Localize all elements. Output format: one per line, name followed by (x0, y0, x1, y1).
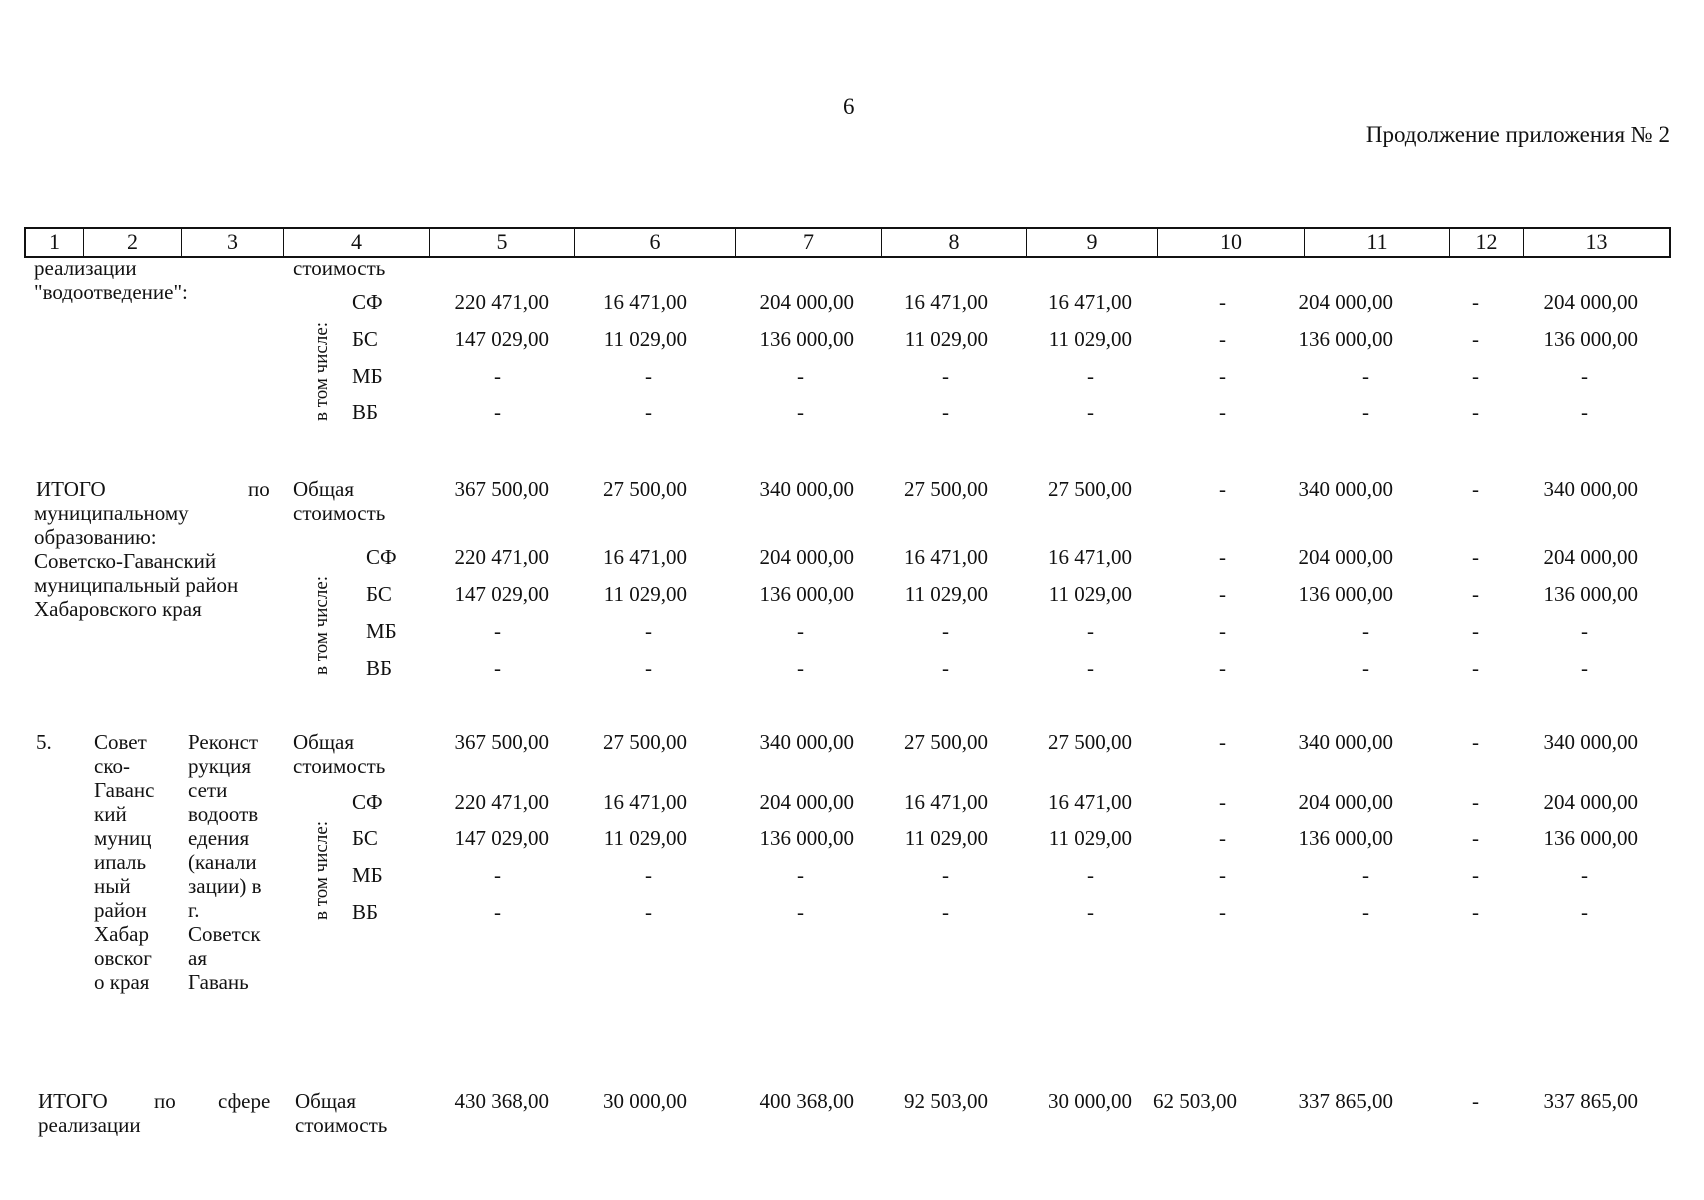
value-cell: - (942, 863, 949, 887)
header-col-1: 1 (26, 229, 84, 256)
header-col-4: 4 (284, 229, 430, 256)
value-cell: - (1472, 790, 1479, 814)
section2-text-line: муниципальный район (34, 573, 239, 597)
section3-number: 5. (36, 730, 52, 754)
wrapped-text-line: Хабар (94, 922, 149, 946)
header-col-9: 9 (1027, 229, 1158, 256)
value-cell: - (1219, 826, 1226, 850)
value-cell: 147 029,00 (454, 826, 549, 850)
value-cell: 11 029,00 (603, 582, 687, 606)
total-value-cell: 27 500,00 (904, 730, 988, 754)
in-that-number-vertical-label: в том числе: (311, 321, 332, 421)
value-cell: - (1581, 400, 1588, 424)
value-cell: - (942, 656, 949, 680)
wrapped-text-line: о края (94, 970, 150, 994)
header-col-11: 11 (1305, 229, 1450, 256)
value-cell: 16 471,00 (603, 290, 687, 314)
total-value-cell: 30 000,00 (1048, 1089, 1132, 1113)
section4-col4-label: стоимость (295, 1113, 388, 1137)
value-cell: 11 029,00 (1048, 826, 1132, 850)
value-cell: - (645, 863, 652, 887)
value-cell: 16 471,00 (904, 545, 988, 569)
value-cell: - (797, 364, 804, 388)
section4-text: реализации (38, 1113, 141, 1137)
section2-title-suffix: по (248, 477, 270, 501)
value-cell: - (797, 619, 804, 643)
funding-source-label: ВБ (352, 400, 379, 424)
value-cell: 204 000,00 (1298, 545, 1393, 569)
value-cell: 136 000,00 (1298, 826, 1393, 850)
total-value-cell: 27 500,00 (1048, 477, 1132, 501)
value-cell: - (1087, 900, 1094, 924)
total-value-cell: 27 500,00 (1048, 730, 1132, 754)
value-cell: - (1219, 290, 1226, 314)
value-cell: 11 029,00 (904, 327, 988, 351)
in-that-number-vertical-label: в том числе: (311, 575, 332, 675)
value-cell: 136 000,00 (1543, 826, 1638, 850)
section4-title: ИТОГО (38, 1089, 108, 1113)
value-cell: - (494, 656, 501, 680)
total-value-cell: 92 503,00 (904, 1089, 988, 1113)
value-cell: 147 029,00 (454, 327, 549, 351)
value-cell: - (1581, 619, 1588, 643)
section4-col4-label: Общая (295, 1089, 357, 1113)
value-cell: - (942, 400, 949, 424)
total-value-cell: 340 000,00 (1543, 477, 1638, 501)
value-cell: - (1219, 327, 1226, 351)
value-cell: - (797, 900, 804, 924)
value-cell: - (1472, 656, 1479, 680)
value-cell: - (1219, 582, 1226, 606)
total-value-cell: - (1219, 730, 1226, 754)
wrapped-text-line: Гаванс (94, 778, 155, 802)
value-cell: 16 471,00 (603, 545, 687, 569)
section3-col4-label: стоимость (293, 754, 386, 778)
funding-source-label: БС (352, 826, 378, 850)
section2-col4-label: стоимость (293, 501, 386, 525)
value-cell: - (1219, 656, 1226, 680)
value-cell: - (1472, 327, 1479, 351)
header-col-7: 7 (736, 229, 882, 256)
value-cell: - (1219, 900, 1226, 924)
header-col-2: 2 (84, 229, 182, 256)
value-cell: - (1472, 619, 1479, 643)
total-value-cell: 27 500,00 (904, 477, 988, 501)
value-cell: 136 000,00 (759, 826, 854, 850)
total-value-cell: - (1472, 730, 1479, 754)
funding-source-label: МБ (352, 364, 383, 388)
total-value-cell: 27 500,00 (603, 730, 687, 754)
wrapped-text-line: едения (188, 826, 250, 850)
header-col-10: 10 (1158, 229, 1305, 256)
value-cell: - (1219, 400, 1226, 424)
value-cell: 11 029,00 (1048, 582, 1132, 606)
section1-text-line: реализации (34, 256, 137, 280)
value-cell: 204 000,00 (1543, 290, 1638, 314)
value-cell: 11 029,00 (603, 327, 687, 351)
wrapped-text-line: сети (188, 778, 228, 802)
value-cell: - (1472, 545, 1479, 569)
value-cell: 11 029,00 (1048, 327, 1132, 351)
value-cell: - (1219, 863, 1226, 887)
wrapped-text-line: зации) в (188, 874, 262, 898)
value-cell: - (1581, 900, 1588, 924)
total-value-cell: 430 368,00 (454, 1089, 549, 1113)
value-cell: - (1472, 826, 1479, 850)
section2-title: ИТОГО (36, 477, 106, 501)
total-value-cell: 30 000,00 (603, 1089, 687, 1113)
total-value-cell: - (1472, 477, 1479, 501)
funding-source-label: МБ (366, 619, 397, 643)
wrapped-text-line: муниц (94, 826, 152, 850)
funding-source-label: ВБ (366, 656, 393, 680)
value-cell: 136 000,00 (759, 582, 854, 606)
value-cell: 204 000,00 (759, 290, 854, 314)
section4-title-by: по (154, 1089, 176, 1113)
value-cell: - (942, 619, 949, 643)
total-value-cell: 340 000,00 (1298, 730, 1393, 754)
section2-col4-label: Общая (293, 477, 355, 501)
total-value-cell: 340 000,00 (759, 730, 854, 754)
value-cell: - (1087, 619, 1094, 643)
total-value-cell: 337 865,00 (1298, 1089, 1393, 1113)
value-cell: - (1219, 790, 1226, 814)
value-cell: - (1581, 656, 1588, 680)
wrapped-text-line: рукция (188, 754, 252, 778)
section4-title-sphere: сфере (218, 1089, 271, 1113)
value-cell: - (797, 400, 804, 424)
value-cell: - (1472, 290, 1479, 314)
value-cell: - (1087, 863, 1094, 887)
header-col-8: 8 (882, 229, 1027, 256)
value-cell: 16 471,00 (904, 290, 988, 314)
funding-source-label: БС (366, 582, 392, 606)
value-cell: - (645, 364, 652, 388)
wrapped-text-line: ипаль (94, 850, 147, 874)
funding-source-label: СФ (352, 790, 383, 814)
value-cell: - (942, 364, 949, 388)
section1-col4-label: стоимость (293, 256, 386, 280)
header-col-13: 13 (1585, 229, 1608, 254)
value-cell: 136 000,00 (1543, 327, 1638, 351)
funding-source-label: СФ (366, 545, 397, 569)
header-col-12: 12 (1450, 229, 1524, 256)
header-col-3: 3 (182, 229, 284, 256)
value-cell: - (1362, 863, 1369, 887)
value-cell: 136 000,00 (1298, 327, 1393, 351)
funding-source-label: СФ (352, 290, 383, 314)
wrapped-text-line: г. (188, 898, 200, 922)
value-cell: - (1219, 545, 1226, 569)
wrapped-text-line: Совет (94, 730, 147, 754)
total-value-cell: 27 500,00 (603, 477, 687, 501)
value-cell: - (1472, 582, 1479, 606)
value-cell: - (1362, 364, 1369, 388)
value-cell: - (1472, 863, 1479, 887)
value-cell: 16 471,00 (1048, 545, 1132, 569)
section3-col4-label: Общая (293, 730, 355, 754)
value-cell: 220 471,00 (454, 290, 549, 314)
value-cell: - (1087, 364, 1094, 388)
header-col-6: 6 (575, 229, 736, 256)
wrapped-text-line: Реконст (188, 730, 259, 754)
value-cell: - (1362, 900, 1369, 924)
funding-source-label: ВБ (352, 900, 379, 924)
value-cell: - (1472, 900, 1479, 924)
wrapped-text-line: кий (94, 802, 127, 826)
value-cell: - (494, 863, 501, 887)
value-cell: 16 471,00 (1048, 790, 1132, 814)
wrapped-text-line: водоотв (188, 802, 259, 826)
section1-text-line: "водоотведение": (34, 280, 188, 304)
page-number: 6 (843, 94, 855, 119)
wrapped-text-line: Гавань (188, 970, 249, 994)
value-cell: - (1472, 364, 1479, 388)
total-value-cell: 367 500,00 (454, 730, 549, 754)
value-cell: 204 000,00 (1298, 790, 1393, 814)
total-value-cell: - (1219, 477, 1226, 501)
value-cell: - (1219, 619, 1226, 643)
value-cell: - (645, 400, 652, 424)
total-value-cell: 340 000,00 (1298, 477, 1393, 501)
funding-source-label: МБ (352, 863, 383, 887)
value-cell: - (1472, 400, 1479, 424)
value-cell: 204 000,00 (759, 790, 854, 814)
total-value-cell: - (1472, 1089, 1479, 1113)
value-cell: - (1581, 863, 1588, 887)
value-cell: - (494, 619, 501, 643)
header-col-5: 5 (430, 229, 575, 256)
wrapped-text-line: ая (188, 946, 207, 970)
value-cell: - (1219, 364, 1226, 388)
section2-text-line: Советско-Гаванский (34, 549, 217, 573)
value-cell: 11 029,00 (904, 582, 988, 606)
value-cell: 204 000,00 (1298, 290, 1393, 314)
value-cell: 147 029,00 (454, 582, 549, 606)
value-cell: - (1581, 364, 1588, 388)
value-cell: 11 029,00 (603, 826, 687, 850)
section2-text-line: образованию: (34, 525, 157, 549)
value-cell: 11 029,00 (904, 826, 988, 850)
value-cell: - (494, 364, 501, 388)
value-cell: 16 471,00 (603, 790, 687, 814)
wrapped-text-line: ско- (94, 754, 130, 778)
total-value-cell: 367 500,00 (454, 477, 549, 501)
total-value-cell: 400 368,00 (759, 1089, 854, 1113)
value-cell: - (1087, 656, 1094, 680)
value-cell: - (797, 656, 804, 680)
value-cell: 136 000,00 (1543, 582, 1638, 606)
total-value-cell: 337 865,00 (1543, 1089, 1638, 1113)
section2-text-line: Хабаровского края (34, 597, 202, 621)
value-cell: 204 000,00 (759, 545, 854, 569)
value-cell: 204 000,00 (1543, 545, 1638, 569)
value-cell: - (645, 656, 652, 680)
value-cell: - (1362, 656, 1369, 680)
wrapped-text-line: овског (94, 946, 152, 970)
value-cell: - (494, 400, 501, 424)
appendix-continuation-title: Продолжение приложения № 2 (1365, 122, 1670, 147)
value-cell: 204 000,00 (1543, 790, 1638, 814)
wrapped-text-line: Советск (188, 922, 261, 946)
funding-source-label: БС (352, 327, 378, 351)
wrapped-text-line: ный (94, 874, 131, 898)
total-value-cell: 340 000,00 (1543, 730, 1638, 754)
value-cell: - (645, 619, 652, 643)
value-cell: 220 471,00 (454, 790, 549, 814)
value-cell: 220 471,00 (454, 545, 549, 569)
wrapped-text-line: район (94, 898, 147, 922)
value-cell: - (645, 900, 652, 924)
value-cell: - (494, 900, 501, 924)
in-that-number-vertical-label: в том числе: (311, 820, 332, 920)
value-cell: 136 000,00 (759, 327, 854, 351)
column-number-header (24, 227, 1671, 258)
wrapped-text-line: (канали (188, 850, 257, 874)
value-cell: 16 471,00 (1048, 290, 1132, 314)
value-cell: - (942, 900, 949, 924)
value-cell: - (1087, 400, 1094, 424)
value-cell: - (1362, 400, 1369, 424)
value-cell: 136 000,00 (1298, 582, 1393, 606)
total-value-cell: 340 000,00 (759, 477, 854, 501)
value-cell: - (797, 863, 804, 887)
total-value-cell: 62 503,00 (1153, 1089, 1237, 1113)
value-cell: 16 471,00 (904, 790, 988, 814)
section2-text-line: муниципальному (34, 501, 189, 525)
value-cell: - (1362, 619, 1369, 643)
